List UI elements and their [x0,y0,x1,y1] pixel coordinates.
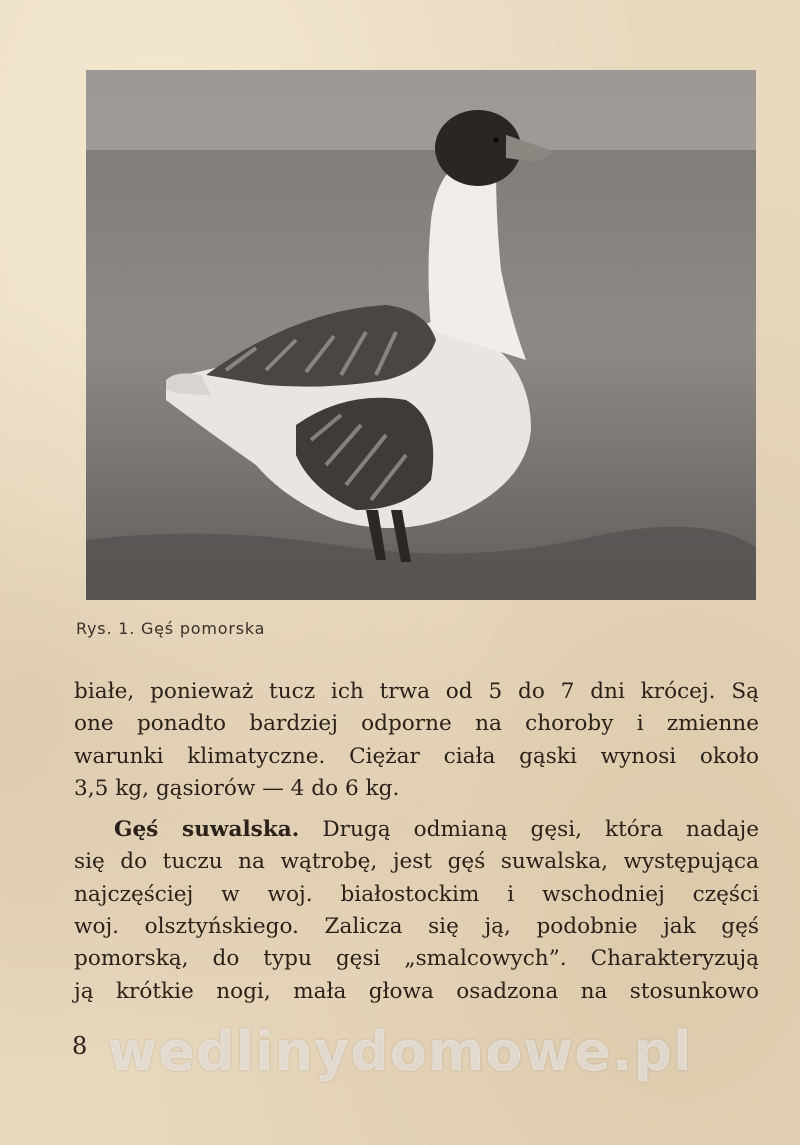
figure-caption: Rys. 1. Gęś pomorska [76,619,266,638]
text-line: warunki klimatyczne. Ciężar ciała gąski wynosi około [74,743,759,769]
text-line: najczęściej w woj. białostockim i wschodniej części [74,881,759,907]
text-line: woj. olsztyńskiego. Zalicza się ją, podobnie jak gęś [74,914,759,940]
text-run: Drugą odmianą gęsi, która nadaje [299,817,759,843]
section-heading: Gęś suwalska. [114,817,300,843]
goose-photo [86,70,756,600]
text-line: 3,5 kg, gąsiorów — 4 do 6 kg. [74,775,400,801]
text-line: się do tuczu na wątrobę, jest gęś suwalska, występująca [74,849,759,875]
paragraph-heading-line [74,814,759,846]
page-number: 8 [72,1032,88,1060]
text-line: pomorską, do typu gęsi „smalcowych”. Charakteryzują [74,946,759,972]
text-line: ją krótkie nogi, mała głowa osadzona na stosunkowo [74,978,759,1004]
text-line: one ponadto bardziej odporne na choroby i zmienne [74,711,759,737]
watermark: wedlinydomowe.pl [107,1020,693,1083]
text-line: białe, ponieważ tucz ich trwa od 5 do 7 dni krócej. Są [74,679,759,704]
body-text [74,676,759,1008]
